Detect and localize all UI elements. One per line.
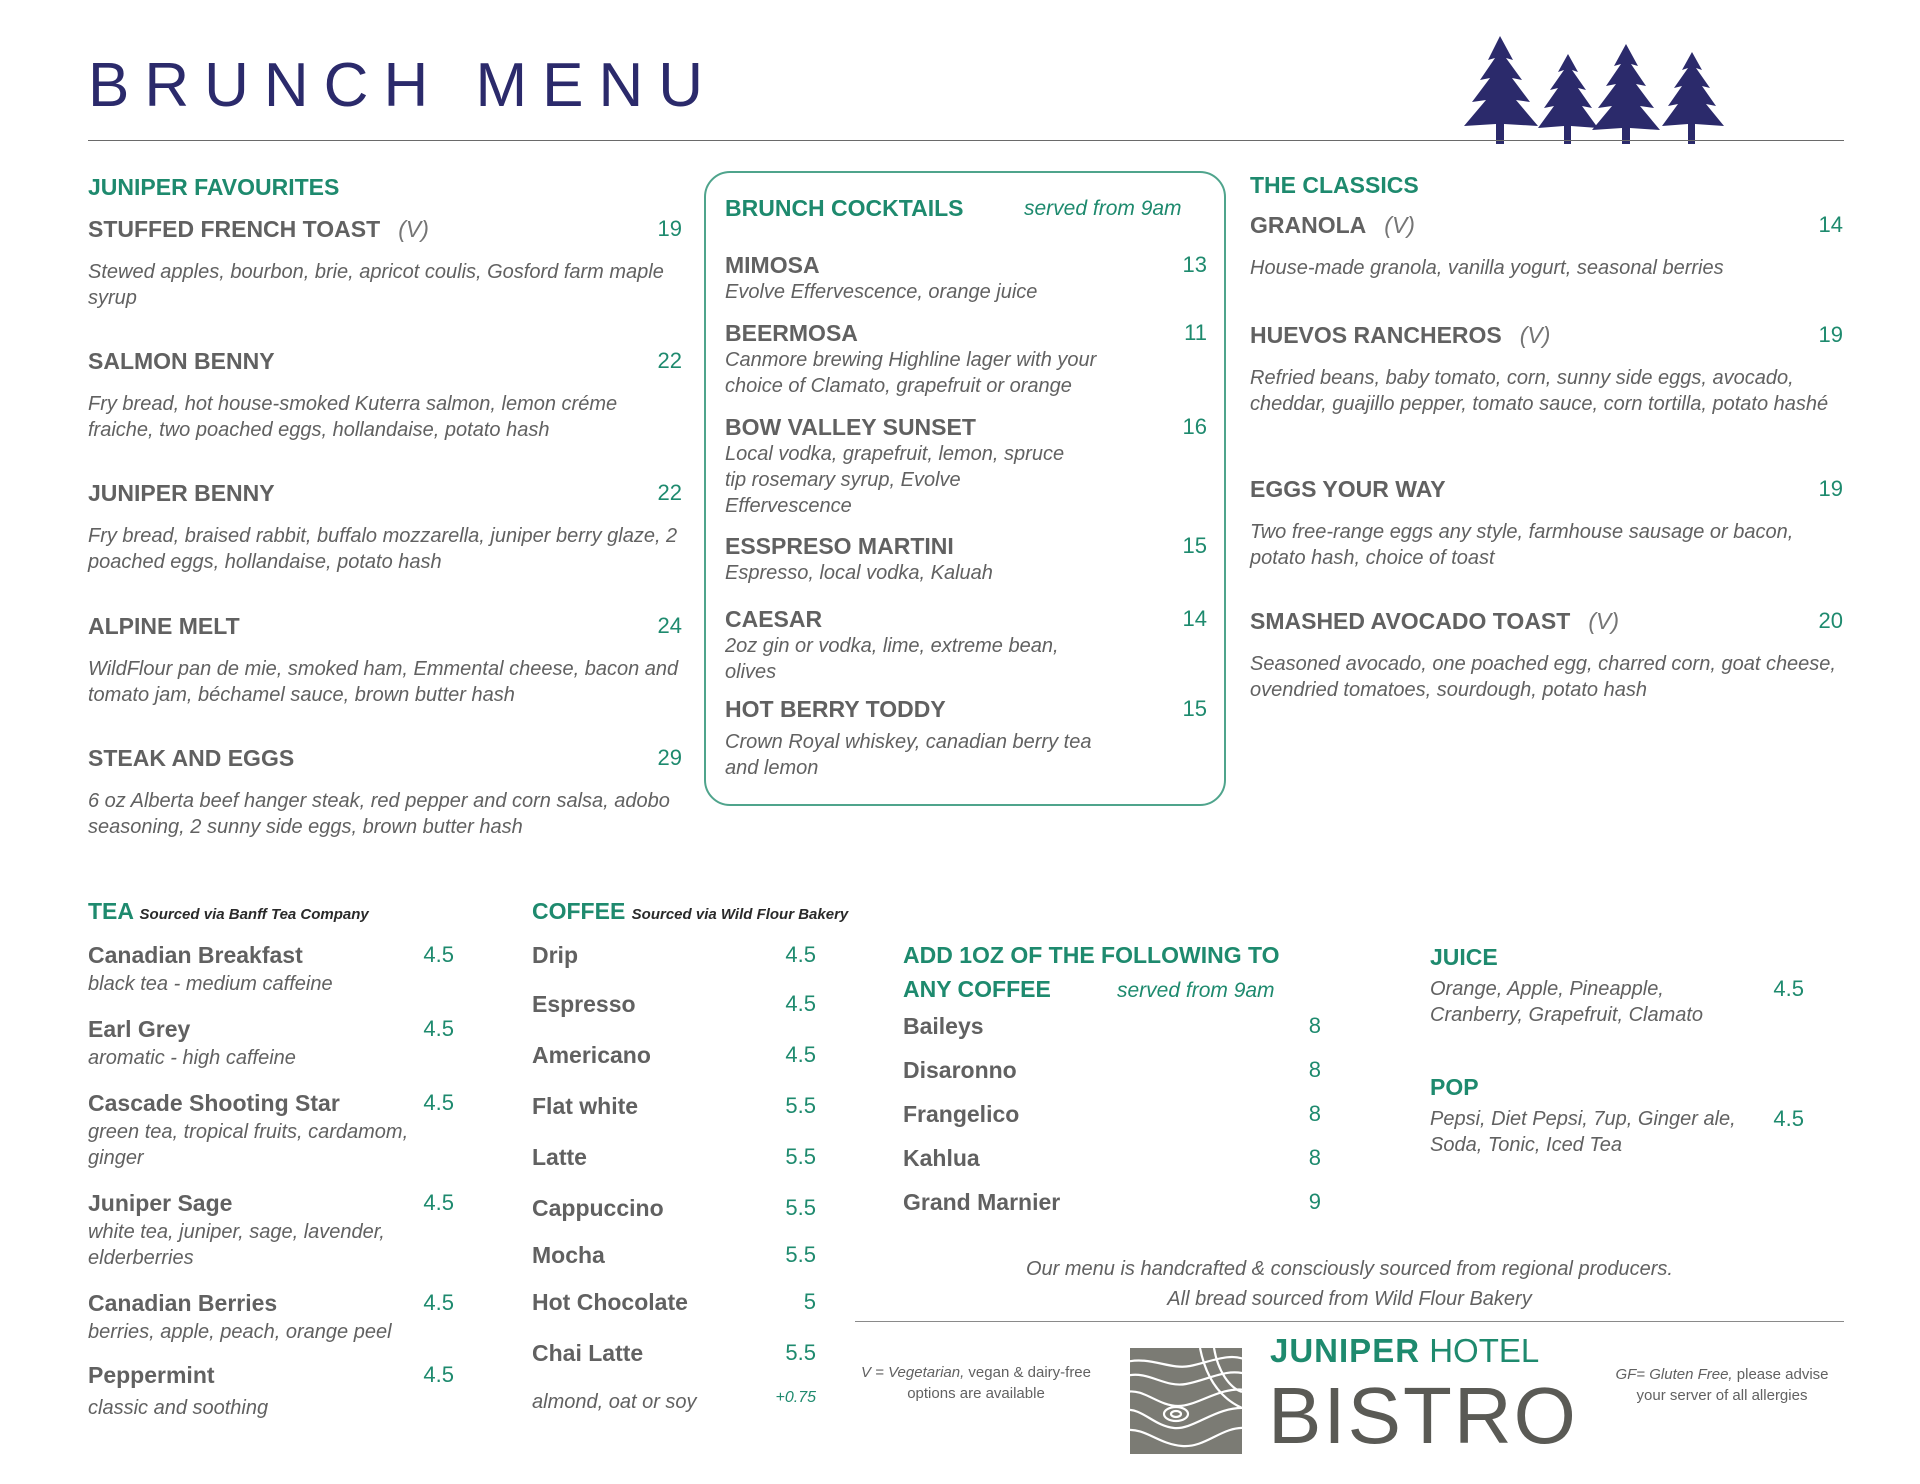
item-name: Juniper Sage xyxy=(88,1190,233,1216)
gluten-free-legend xyxy=(1600,1364,1844,1406)
vegetarian-legend xyxy=(855,1362,1097,1404)
item-price: 4.5 xyxy=(423,942,454,967)
item-price: 22 xyxy=(657,348,682,373)
header-divider xyxy=(88,140,1844,141)
item-name: Cascade Shooting Star xyxy=(88,1090,340,1116)
menu-item xyxy=(532,1340,816,1367)
item-description: Fry bread, braised rabbit, buffalo mozzarella, juniper berry glaze, 2 poached eggs, hollandaise, potato hash xyxy=(88,525,678,573)
menu-item xyxy=(725,320,1207,399)
tea-source-note: Sourced via Banff Tea Company xyxy=(139,906,369,923)
menu-item xyxy=(88,1016,454,1071)
menu-item xyxy=(725,533,1207,586)
menu-item xyxy=(725,696,1207,781)
menu-item xyxy=(88,480,682,575)
item-price: 20 xyxy=(1818,608,1843,633)
item-description: berries, apple, peach, orange peel xyxy=(88,1321,392,1343)
section-heading-add-ons: ADD 1OZ OF THE FOLLOWING TO xyxy=(903,942,1280,968)
sourcing-note xyxy=(855,1254,1844,1314)
item-price: 5.5 xyxy=(785,1093,816,1118)
item-price: 5 xyxy=(803,1289,816,1314)
item-price: 4.5 xyxy=(423,1016,454,1041)
milk-options: almond, oat or soy xyxy=(532,1391,697,1413)
item-name: Cappuccino xyxy=(532,1195,664,1221)
gluten-free-legend-key: GF= Gluten Free, xyxy=(1615,1366,1733,1383)
item-description: Refried beans, baby tomato, corn, sunny side eggs, avocado, cheddar, guajillo pepper, tomato sauce, corn tortilla, potato hashé xyxy=(1250,367,1829,415)
menu-item xyxy=(903,1057,1321,1084)
coffee-source-note: Sourced via Wild Flour Bakery xyxy=(631,906,849,923)
item-price: 9 xyxy=(1308,1189,1321,1214)
item-name: STUFFED FRENCH TOAST xyxy=(88,216,381,242)
item-price: 15 xyxy=(1182,533,1207,558)
vegetarian-legend-text: vegan & dairy-free options are available xyxy=(907,1364,1091,1402)
item-name: SALMON BENNY xyxy=(88,348,275,374)
brand-bistro: BISTRO xyxy=(1268,1371,1578,1460)
item-name: Baileys xyxy=(903,1013,984,1039)
item-price: 11 xyxy=(1184,320,1207,345)
item-description: Crown Royal whiskey, canadian berry tea and lemon xyxy=(725,731,1092,779)
item-description: Evolve Effervescence, orange juice xyxy=(725,281,1038,303)
item-price: 19 xyxy=(1818,476,1843,501)
item-name: Mocha xyxy=(532,1242,605,1268)
menu-item xyxy=(88,348,682,443)
item-name: JUNIPER BENNY xyxy=(88,480,275,506)
menu-item xyxy=(1430,1106,1804,1158)
menu-item xyxy=(88,942,454,997)
item-name: Peppermint xyxy=(88,1362,215,1388)
menu-item xyxy=(903,1145,1321,1172)
milk-option-row xyxy=(532,1387,816,1415)
menu-item xyxy=(1250,608,1843,703)
item-name: CAESAR xyxy=(725,606,823,632)
menu-item xyxy=(88,613,682,708)
item-name: STEAK AND EGGS xyxy=(88,745,295,771)
item-price: 19 xyxy=(1818,322,1843,347)
sourcing-note-line1: Our menu is handcrafted & consciously sourced from regional producers. xyxy=(1026,1258,1673,1280)
item-name: Flat white xyxy=(532,1093,639,1119)
sourcing-note-line2: All bread sourced from Wild Flour Bakery xyxy=(1167,1288,1532,1310)
item-description: black tea - medium caffeine xyxy=(88,973,333,995)
topographic-logo-icon xyxy=(1130,1348,1242,1454)
menu-item xyxy=(88,745,682,840)
item-price: 4.5 xyxy=(1773,976,1804,1001)
menu-item xyxy=(1430,976,1804,1028)
item-price: 8 xyxy=(1308,1057,1321,1082)
section-heading-juice: JUICE xyxy=(1430,944,1498,970)
item-description: white tea, juniper, sage, lavender, elderberries xyxy=(88,1221,385,1269)
item-price: 14 xyxy=(1182,606,1207,631)
item-name: Canadian Breakfast xyxy=(88,942,303,968)
add-ons-served-note: served from 9am xyxy=(1117,979,1275,1002)
menu-item xyxy=(532,991,816,1018)
pine-trees-logo xyxy=(1458,34,1738,146)
item-price: 4.5 xyxy=(423,1290,454,1315)
item-name: Americano xyxy=(532,1042,651,1068)
item-price: 14 xyxy=(1818,212,1843,237)
footer-divider xyxy=(855,1321,1844,1322)
item-price: 8 xyxy=(1308,1101,1321,1126)
item-price: 15 xyxy=(1182,696,1207,721)
item-price: 4.5 xyxy=(785,942,816,967)
gluten-free-legend-text: please advise your server of all allergies xyxy=(1636,1366,1829,1404)
item-name: Kahlua xyxy=(903,1145,980,1171)
menu-item xyxy=(532,1289,816,1316)
item-description: 2oz gin or vodka, lime, extreme bean, olives xyxy=(725,635,1059,683)
menu-item xyxy=(725,252,1207,305)
item-name: Canadian Berries xyxy=(88,1290,278,1316)
menu-item xyxy=(88,1090,454,1171)
menu-item xyxy=(1250,212,1843,281)
item-price: 5.5 xyxy=(785,1195,816,1220)
brand-word-juniper: JUNIPER xyxy=(1270,1332,1421,1369)
item-name: Drip xyxy=(532,942,578,968)
menu-item xyxy=(725,414,1207,519)
section-heading-add-ons-line2: ANY COFFEE xyxy=(903,976,1051,1002)
menu-item xyxy=(1250,476,1843,571)
item-name: Hot Chocolate xyxy=(532,1289,688,1315)
item-name: SMASHED AVOCADO TOAST xyxy=(1250,608,1571,634)
item-description: 6 oz Alberta beef hanger steak, red pepper and corn salsa, adobo seasoning, 2 sunny side eggs, brown butter hash xyxy=(88,790,670,838)
vegetarian-tag: (V) xyxy=(1588,608,1619,634)
juice-options: Orange, Apple, Pineapple, Cranberry, Grapefruit, Clamato xyxy=(1430,978,1704,1026)
item-name: BOW VALLEY SUNSET xyxy=(725,414,976,440)
section-heading-pop: POP xyxy=(1430,1074,1479,1100)
menu-item xyxy=(903,1013,1321,1040)
item-description: Local vodka, grapefruit, lemon, spruce tip rosemary syrup, Evolve Effervescence xyxy=(725,443,1065,517)
item-name: EGGS YOUR WAY xyxy=(1250,476,1446,502)
menu-item xyxy=(532,1144,816,1171)
menu-item xyxy=(725,606,1207,685)
vegetarian-tag: (V) xyxy=(398,216,429,242)
item-price: 5.5 xyxy=(785,1340,816,1365)
item-description: classic and soothing xyxy=(88,1397,269,1419)
item-name: Disaronno xyxy=(903,1057,1017,1083)
menu-item xyxy=(532,1042,816,1069)
item-price: 19 xyxy=(657,216,682,241)
item-name: GRANOLA xyxy=(1250,212,1367,238)
item-description: House-made granola, vanilla yogurt, seasonal berries xyxy=(1250,257,1724,279)
item-price: 4.5 xyxy=(1773,1106,1804,1131)
item-name: BEERMOSA xyxy=(725,320,858,346)
item-price: 8 xyxy=(1308,1013,1321,1038)
pop-options: Pepsi, Diet Pepsi, 7up, Ginger ale, Soda, Tonic, Iced Tea xyxy=(1430,1108,1736,1156)
vegetarian-tag: (V) xyxy=(1384,212,1415,238)
vegetarian-tag: (V) xyxy=(1519,322,1551,348)
section-heading-tea xyxy=(88,898,369,925)
menu-item xyxy=(532,942,816,969)
menu-item xyxy=(1250,322,1843,417)
menu-item xyxy=(903,1189,1321,1216)
section-heading-brunch-cocktails: BRUNCH COCKTAILS xyxy=(725,195,964,221)
milk-surcharge: +0.75 xyxy=(775,1389,816,1406)
menu-item xyxy=(532,1195,816,1222)
item-price: 13 xyxy=(1182,252,1207,277)
menu-item xyxy=(88,216,682,311)
item-name: HOT BERRY TODDY xyxy=(725,696,946,722)
coffee-heading-text: COFFEE xyxy=(532,898,626,924)
item-price: 4.5 xyxy=(785,1042,816,1067)
item-price: 5.5 xyxy=(785,1144,816,1169)
vegetarian-legend-key: V = Vegetarian, xyxy=(861,1364,965,1381)
item-description: aromatic - high caffeine xyxy=(88,1047,296,1069)
brand-name xyxy=(1270,1332,1539,1370)
item-price: 8 xyxy=(1308,1145,1321,1170)
item-name: Chai Latte xyxy=(532,1340,644,1366)
item-description: Fry bread, hot house-smoked Kuterra salmon, lemon créme fraiche, two poached eggs, hollandaise, potato hash xyxy=(88,393,618,441)
item-description: Espresso, local vodka, Kaluah xyxy=(725,562,993,584)
item-name: ALPINE MELT xyxy=(88,613,240,639)
item-price: 4.5 xyxy=(785,991,816,1016)
menu-item xyxy=(532,1242,816,1269)
item-description: Two free-range eggs any style, farmhouse sausage or bacon, potato hash, choice of toast xyxy=(1250,521,1794,569)
item-description: WildFlour pan de mie, smoked ham, Emmental cheese, bacon and tomato jam, béchamel sauce, brown butter hash xyxy=(88,658,679,706)
item-name: Espresso xyxy=(532,991,636,1017)
menu-title: BRUNCH MENU xyxy=(88,51,718,120)
menu-item xyxy=(88,1290,454,1345)
section-heading-coffee xyxy=(532,898,848,925)
item-name: ESSPRESO MARTINI xyxy=(725,533,954,559)
item-price: 4.5 xyxy=(423,1362,454,1387)
item-name: Grand Marnier xyxy=(903,1189,1061,1215)
section-heading-juniper-favourites: JUNIPER FAVOURITES xyxy=(88,174,340,200)
menu-item xyxy=(88,1190,454,1271)
item-description: Stewed apples, bourbon, brie, apricot coulis, Gosford farm maple syrup xyxy=(88,261,664,309)
item-price: 29 xyxy=(657,745,682,770)
item-price: 5.5 xyxy=(785,1242,816,1267)
cocktails-served-note: served from 9am xyxy=(1024,197,1182,220)
item-price: 24 xyxy=(657,613,682,638)
item-price: 22 xyxy=(657,480,682,505)
item-price: 4.5 xyxy=(423,1090,454,1115)
item-description: Canmore brewing Highline lager with your choice of Clamato, grapefruit or orange xyxy=(725,349,1097,397)
item-name: Earl Grey xyxy=(88,1016,191,1042)
brand-word-hotel: HOTEL xyxy=(1429,1332,1540,1369)
menu-item xyxy=(532,1093,816,1120)
item-name: HUEVOS RANCHEROS xyxy=(1250,322,1502,348)
section-heading-the-classics: THE CLASSICS xyxy=(1250,172,1419,198)
menu-item xyxy=(903,1101,1321,1128)
item-name: Frangelico xyxy=(903,1101,1020,1127)
menu-item xyxy=(88,1362,454,1421)
item-description: Seasoned avocado, one poached egg, charred corn, goat cheese, ovendried tomatoes, sourdough, potato hash xyxy=(1250,653,1836,701)
item-price: 4.5 xyxy=(423,1190,454,1215)
item-price: 16 xyxy=(1182,414,1207,439)
item-description: green tea, tropical fruits, cardamom, ginger xyxy=(88,1121,409,1169)
item-name: Latte xyxy=(532,1144,587,1170)
tea-heading-text: TEA xyxy=(88,898,134,924)
item-name: MIMOSA xyxy=(725,252,820,278)
